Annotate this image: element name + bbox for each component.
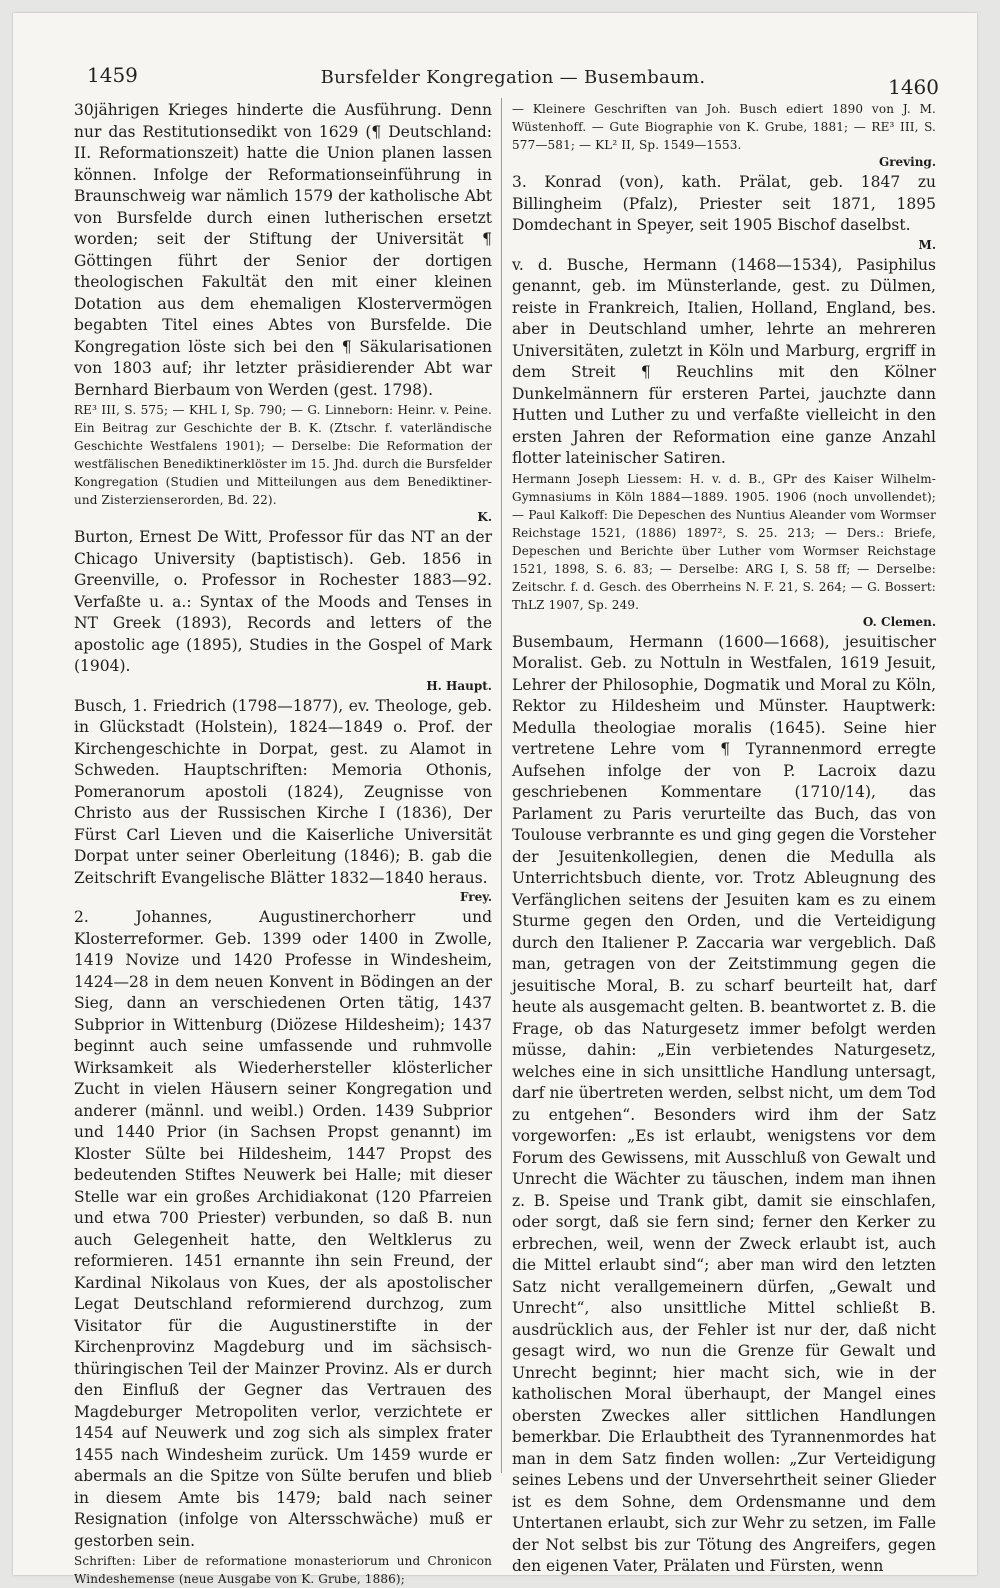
busch-konrad-entry: 3. Konrad (von), kath. Prälat, geb. 1847 zu Billingheim (Pfalz), Priester seit 1871, 1895 Domdechant in Speyer, seit 1905 Bischof daselbst. [512, 173, 936, 234]
bursfelde-references: RE³ III, S. 575; — KHL I, Sp. 790; — G. Linneborn: Heinr. v. Peine. Ein Beitrag zur Geschichte der B. K. (Ztschr. f. vaterländische Geschichte Westfalens 1901); — Derselbe: Die Reformation der westfälischen Benediktinerklöster im 15. Jhd. durch die Bursfelder Kongregation (Studien und Mitteilungen aus dem Benediktiner- und Zisterzienserorden, Bd. 22). [74, 403, 492, 507]
busche-hermann-author: O. Clemen. [862, 614, 936, 629]
busembaum-entry: Busembaum, Hermann (1600—1668), jesuitischer Moralist. Geb. zu Nottuln in Westfalen, 1619 Jesuit, Lehrer der Philosophie, Dogmatik und Moral zu Köln, Rektor zu Hildesheim und Münster. Hauptwerk: Medulla theologiae moralis (1645). Seine hier vertretene Lehre vom ¶ Tyrannenmord erregte Aufsehen infolge der von P. Lacroix dazu geschriebenen Kommentare (1710/14), das Parlament zu Paris verurteilte das Buch, das von Toulouse verbrannte es und ging gegen die Vorsteher der Jesuitenkollegien, denen die Medulla als Unterrichtsbuch diente, vor. Trotz Ableugnung des Verfänglichen seitens der Jesuiten kam es zu einem Sturme gegen den Orden, und die Verteidigung durch den Italiener P. Zaccaria war vergeblich. Daß man, getragen von der Zeitstimmung gegen die jesuitische Moral, B. zu scharf beurteilt hat, darf heute als ausgemacht gelten. B. beantwortet z. B. die Frage, ob das Naturgesetz immer befolgt werden müsse, dahin: „Ein verbietendes Naturgesetz, welches eine in sich unsittliche Handlung untersagt, darf nie übertreten werden, selbst nicht, um dem Tod zu entgehen“. Besonders wird ihm der Satz vorgeworfen: „Es ist erlaubt, wenigstens vor dem Forum des Gewissens, mit Ausschluß von Gewalt und Unrecht die Wächter zu täuschen, indem man ihnen z. B. Speise und Trank gibt, damit sie einschlafen, oder sorgt, daß sie fern sind; ferner den Kerker zu erbrechen, weil, wenn der Zweck erlaubt ist, auch die Mittel erlaubt sind“; aber man wird den letzten Satz nicht verallgemeinern dürfen, „Gewalt und Unrecht“, also unsittliche Mittel schließt B. ausdrücklich aus, der Fehler ist nur der, daß nicht gesagt wird, wo nun die Grenze für Gewalt und Unrecht beginnt; hier macht sich, wie in der katholischen Moral überhaupt, der Mangel eines obersten Zweckes aller sittlichen Handlungen bemerkbar. Die Erlaubtheit des Tyrannenmordes hat man in dem Satz finden wollen: „Zur Verteidigung seines Lebens und der Unversehrtheit seiner Glieder ist es dem Sohne, dem Ordensmanne und dem Untertanen erlaubt, sich zur Wehr zu setzen, im Falle der Not selbst bis zur Tötung des Angreifers, gegen den eigenen Vater, Prälaten und Fürsten, wenn [512, 632, 936, 1575]
burton-entry: Burton, Ernest De Witt, Professor für das NT an der Chicago University (baptistisch). Geb. 1856 in Greenville, o. Professor in Rochester 1883—92. Verfaßte u. a.: Syntax of the Moods and Tenses in NT Greek (1893), Records and letters of the apostolic age (1895), Studies in the Gospel of Mark (1904). [74, 528, 492, 675]
busch-friedrich-author: Frey. [459, 890, 492, 904]
page-header [87, 63, 939, 103]
bursfelde-author: K. [477, 510, 492, 524]
busche-hermann-entry: v. d. Busche, Hermann (1468—1534), Pasiphilus genannt, geb. im Münsterlande, gest. zu Dülmen, reiste in Frankreich, Italien, Holland, England, bes. aber in Deutschland umher, lehrte an mehreren Universitäten, zuletzt in Köln und Marburg, ergriff in dem Streit ¶ Reuchlins mit den Kölner Dunkelmännern für ersteren Partei, jauchzte dann Hutten und Luther zu und verfaßte vielleicht in den ersten Jahren der Reformation eine ganze Anzahl flotter lateinischer Satiren. [512, 255, 936, 467]
busch-johannes-references: Schriften: Liber de reformatione monasteriorum und Chronicon Windeshemense (neue Ausgabe von K. Grube, 1886); [74, 1554, 492, 1586]
busch-konrad-author: M. [918, 237, 936, 252]
page-number-left: 1459 [87, 63, 138, 87]
running-title: Bursfelder Kongregation — Busembaum. [320, 67, 706, 88]
right-column [512, 100, 936, 1578]
page-number-right: 1460 [888, 75, 939, 99]
busch-friedrich-entry: Busch, 1. Friedrich (1798—1877), ev. Theologe, geb. in Glückstadt (Holstein), 1824—1849 o. Prof. der Kirchengeschichte in Dorpat, gest. zu Alamot in Schweden. Hauptschriften: Memoria Othonis, Pomeranorum apostoli (1824), Zeugnisse von Christo aus der Russischen Kirche I (1836), Der Fürst Carl Lieven und die Kaiserliche Universität Dorpat unter seiner Oberleitung (1846); B. gab die Zeitschrift Evangelische Blätter 1832—1840 heraus. [74, 696, 492, 887]
left-column [74, 100, 492, 1588]
busche-hermann-references: Hermann Joseph Liessem: H. v. d. B., GPr des Kaiser Wilhelm-Gymnasiums in Köln 1884—1889. 1905. 1906 (noch unvollendet); — Paul Kalkoff: Die Depeschen des Nuntius Aleander vom Wormser Reichstage 1521, (1886) 1897², S. 25. 213; — Ders.: Briefe, Depeschen und Berichte über Luther vom Wormser Reichstage 1521, 1898, S. 6. 83; — Derselbe: ARG I, S. 58 ff; — Derselbe: Zeitschr. f. d. Gesch. des Oberrheins N. F. 21, S. 264; — G. Bossert: ThLZ 1907, Sp. 249. [512, 471, 936, 612]
bursfelde-text: 30jährigen Krieges hinderte die Ausführung. Denn nur das Restitutionsedikt von 1629 (¶ Deutschland: II. Reformationszeit) hatte die Union planen lassen können. Infolge der Reformationseinführung in Braunschweig war nämlich 1579 der katholische Abt von Bursfelde durch einen lutherischen ersetzt worden; seit der Stiftung der Universität ¶ Göttingen führt der Senior der dortigen theologischen Fakultät den mit einer kleinen Dotation aus dem ehemaligen Klostervermögen begabten Titel eines Abtes von Bursfelde. Die Kongregation löste sich bei den ¶ Säkularisationen von 1803 auf; ihr letzter präsidierender Abt war Bernhard Bierbaum von Werden (gest. 1798). [74, 101, 492, 399]
busch-johannes-references-cont: — Kleinere Geschriften van Joh. Busch ediert 1890 von J. M. Wüstenhoff. — Gute Biographie von K. Grube, 1881; — RE³ III, S. 577—581; — KL² II, Sp. 1549—1553. [512, 102, 936, 152]
column-divider [501, 98, 502, 1473]
burton-author: H. Haupt. [426, 678, 492, 693]
busch-johannes-author: Greving. [878, 155, 936, 169]
busch-johannes-entry: 2. Johannes, Augustinerchorherr und Klosterreformer. Geb. 1399 oder 1400 in Zwolle, 1419 Novize und 1420 Professe in Windesheim, 1424—28 in dem neuen Konvent in Bödingen an der Sieg, dann an verschiedenen Orten tätig, 1437 Subprior in Wittenburg (Diözese Hildesheim); 1437 beginnt auch seine umfassende und ruhmvolle Wirksamkeit als Wiederhersteller klösterlicher Zucht in vielen Häusern seiner Kongregation und anderer (männl. und weibl.) Orden. 1439 Subprior und 1440 Prior (in Sachsen Propst genannt) im Kloster Sülte bei Hildesheim, 1447 Propst des bedeutenden Stiftes Neuwerk bei Halle; mit dieser Stelle war ein großes Archidiakonat (120 Pfarreien und etwa 700 Priester) verbunden, so daß B. nun auch Gelegenheit hatte, den Weltklerus zu reformieren. 1451 ernannte ihn sein Freund, der Kardinal Nikolaus von Kues, der als apostolischer Legat Deutschland reformierend durchzog, zum Visitator für die Augustinerstifte in der Kirchenprovinz Magdeburg und im sächsisch-thüringischen Teil der Mainzer Provinz. Als er durch den Einfluß der Gegner das Vertrauen des Magdeburger Metropoliten verlor, verzichtete er 1454 auf Neuwerk und zog sich als simplex frater 1455 nach Windesheim zurück. Um 1459 wurde er abermals an die Spitze von Sülte berufen und blieb in diesem Amte bis 1479; bald nach seiner Resignation (infolge von Altersschwäche) muß er gestorben sein. [74, 908, 492, 1550]
